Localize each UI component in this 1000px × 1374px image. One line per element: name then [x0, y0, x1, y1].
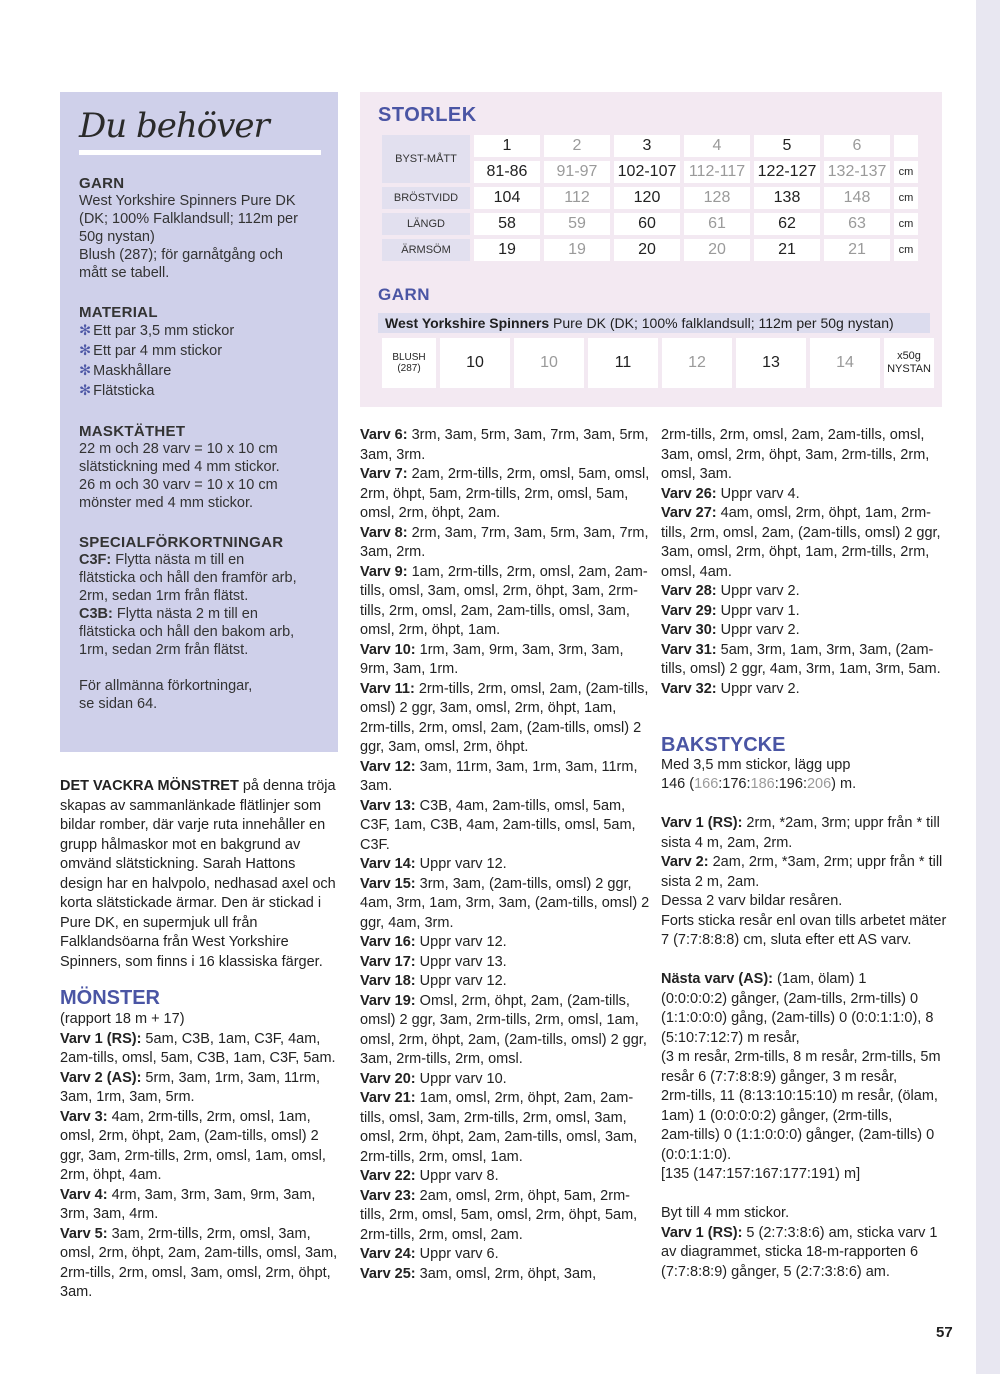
pattern-row: Varv 4: 4rm, 3am, 3rm, 3am, 9rm, 3am, 3rm, 3am, 4rm. [60, 1186, 316, 1222]
snowflake-icon: ✻ [79, 383, 92, 399]
c3f-line: flätsticka och håll den framför arb, [79, 570, 297, 586]
pattern-row: Varv 17: Uppr varv 13. [360, 953, 507, 970]
pattern-row: Varv 7: 2am, 2rm-tills, 2rm, omsl, 5am, omsl, 2rm, öhpt, 5am, 2rm-tills, 2rm, omsl, 5am, omsl, 2rm, öhpt, 2am. [360, 466, 650, 521]
gauge-line: 22 m och 28 varv = 10 x 10 cm [79, 441, 278, 457]
material-item: ✻ Ett par 4 mm stickor [79, 343, 223, 359]
material-heading: MATERIAL [79, 304, 158, 321]
pattern-row: Varv 15: 3rm, 3am, (2am-tills, omsl) 2 ggr, 4am, 3rm, 1am, 3rm, 3am, (2am-tills, omsl) 2 ggr, 4am, 3rm. [360, 875, 650, 931]
pattern-row: Varv 12: 3am, 11rm, 3am, 1rm, 3am, 11rm, 3am. [360, 758, 638, 794]
gauge-line: 26 m och 30 varv = 10 x 10 cm [79, 477, 278, 493]
pattern-row: Varv 25: 3am, omsl, 2rm, öhpt, 3am, [360, 1265, 597, 1282]
pattern-row: Varv 5: 3am, 2rm-tills, 2rm, omsl, 3am, omsl, 2rm, öhpt, 2am, 2am-tills, omsl, 3am, 2rm-tills, 2rm, omsl, 3am, omsl, 2rm, öhpt, 3am. [60, 1225, 338, 1300]
yarn-color-label: BLUSH (287) [382, 338, 436, 388]
snowflake-icon: ✻ [79, 343, 92, 359]
pattern-row: Varv 20: Uppr varv 10. [360, 1070, 507, 1087]
pattern-row: Varv 24: Uppr varv 6. [360, 1246, 499, 1262]
pattern-row: Varv 30: Uppr varv 2. [661, 622, 800, 638]
pattern-row: Varv 22: Uppr varv 8. [360, 1168, 499, 1184]
materials-panel [60, 92, 338, 752]
row-label: BYST-MÅTT [382, 135, 470, 183]
pattern-row: Varv 8: 2rm, 3am, 7rm, 3am, 5rm, 3am, 7rm, 3am, 2rm. [360, 524, 649, 560]
pattern-row: Varv 23: 2am, omsl, 2rm, öhpt, 5am, 2rm-tills, 2rm, omsl, 5am, omsl, 2rm, öhpt, 5am, 2rm-tills, 2rm, omsl, 2am. [360, 1187, 638, 1243]
pattern-row: Varv 18: Uppr varv 12. [360, 973, 507, 989]
monster-section [60, 987, 342, 1303]
garn-line: West Yorkshire Spinners Pure DK [79, 193, 296, 209]
row-label: LÄNGD [382, 213, 470, 235]
snowflake-icon: ✻ [79, 323, 92, 339]
c3f-line: 2rm, sedan 1rm från flätst. [79, 588, 249, 604]
garn-table-heading: GARN [378, 285, 431, 304]
pattern-row: Varv 19: Omsl, 2rm, öhpt, 2am, (2am-tills, omsl) 2 ggr, 3am, 2rm-tills, 2rm, omsl, 1am, omsl, 2rm, öhpt, 2am, (2am-tills, omsl) 2 ggr, 3am, 2rm-tills, 2rm, omsl. [360, 992, 647, 1067]
gauge-line: mönster med 4 mm stickor. [79, 495, 254, 511]
general-note: se sidan 64. [79, 696, 158, 712]
garn-line: Blush (287); för garnåtgång och [79, 247, 283, 263]
row-label: BRÖSTVIDD [382, 187, 470, 209]
masktathet-heading: MASKTÄTHET [79, 423, 186, 440]
pattern-row: 2rm-tills, 2rm, omsl, 2am, 2am-tills, omsl, 3am, omsl, 2rm, öhpt, 3am, 2rm-tills, 2rm, omsl, 3am. [661, 427, 930, 482]
pattern-rows-col2 [360, 426, 650, 1284]
c3b-line: C3B: Flytta nästa 2 m till en [79, 606, 258, 622]
pattern-row: Varv 32: Uppr varv 2. [661, 680, 800, 697]
pattern-row: Varv 27: 4am, omsl, 2rm, öhpt, 1am, 2rm-tills, 2rm, omsl, 2am, (2am-tills, omsl) 2 ggr, 3am, omsl, 2rm, öhpt, 1am, 2rm-tills, 2rm, omsl, 4am. [661, 505, 941, 580]
gauge-line: slätstickning med 4 mm stickor. [79, 459, 280, 475]
row-label: ÄRMSÖM [382, 239, 470, 261]
pattern-row: Varv 2 (AS): 5rm, 3am, 1rm, 3am, 11rm, 3am, 1rm, 3am, 5rm. [60, 1069, 321, 1105]
general-note: För allmänna förkortningar, [79, 678, 253, 694]
monster-sub: (rapport 18 m + 17) [60, 1011, 185, 1027]
pattern-row: Varv 9: 1am, 2rm-tills, 2rm, omsl, 2am, 2am-tills, omsl, 3am, omsl, 2rm, öhpt, 3am, 2rm-tills, 2rm, omsl, 2am, 2am-tills, omsl, 3am, omsl, 2rm, öhpt, 1am. [360, 563, 648, 638]
c3b-line: flätsticka och håll den bakom arb, [79, 624, 295, 640]
garn-line: (DK; 100% Falklandsull; 112m per [79, 211, 298, 227]
yarn-description: West Yorkshire Spinners Pure DK (DK; 100% falklandsull; 112m per 50g nystan) [378, 313, 930, 333]
monster-heading: MÖNSTER [60, 987, 160, 1009]
yarn-amount-table: BLUSH (287) 10 10 11 12 13 14 x50g NYSTAN [378, 334, 938, 392]
c3b-line: 1rm, sedan 2rm från flätst. [79, 642, 249, 658]
material-item: ✻ Ett par 3,5 mm stickor [79, 323, 235, 339]
garn-line: 50g nystan) [79, 229, 155, 245]
bakstycke-section: BAKSTYCKE Med 3,5 mm stickor, lägg upp 146 (166:176:186:196:206) m. Varv 1 (RS): 2rm, *2am, 3rm; uppr från * till sista 4 m, 2am, 2rm. Varv 2: 2am, 2rm, *3am, 2rm; uppr från * till sista 2 m, 2am. Dessa 2 varv bildar resåren. Forts sticka resår enl ovan tills arbetet mäter 7 (7:7:8:8:8) cm, sluta efter ett AS varv. Nästa varv (AS): (1am, ölam) 1 (0:0:0:0:2) gånger, (2am-tills, 2rm-tills) 0 (1:1:0:0:0) gång, (2am-tills) 0 (0:0:1:1:0), 8 (5:10:7:12:7) m resår, (3 m resår, 2rm-tills, 8 m resår, 2rm-tills, 5m resår 6 (7:7:8:8:9) gånger, 3 m resår, 2rm-tills, 11 (8:13:10:15:10) m resår, (ölam, 1am) 1 (0:0:0:0:2) gånger, (2rm-tills, 2am-tills) 0 (1:1:0:0:0) gånger, (2am-tills) 0 (0:0:1:1:0). [135 (147:157:167:177:191) m] Byt till 4 mm stickor. Varv 1 (RS): 5 (2:7:3:8:6) am, sticka varv 1 av diagrammet, sticka 18-m-rapporten 6 (7:7:8:8:9) gånger, 5 (2:7:3:8:6) am. [661, 736, 951, 1282]
material-list [79, 321, 320, 401]
size-table: BYST-MÅTT 1 2 3 4 5 6 81-86 91-97 102-107 112-117 122-127 132-137 cm BRÖSTVIDD 104 112 120 128 138 148 cm LÄNGD 58 59 60 61 62 63 cm ÄRMSÖM 19 19 20 20 21 21 cm [378, 131, 922, 265]
material-item: ✻ Flätsticka [79, 383, 155, 399]
material-item: ✻ Maskhållare [79, 363, 172, 379]
special-heading: SPECIALFÖRKORTNINGAR [79, 534, 284, 551]
pattern-row: Varv 21: 1am, omsl, 2rm, öhpt, 2am, 2am-tills, omsl, 3am, 2rm-tills, 2rm, omsl, 3am, omsl, 2rm, öhpt, 2am, 2am-tills, omsl, 3am, 2rm-tills, 2rm, omsl, 1am. [360, 1090, 638, 1165]
page-number: 57 [936, 1324, 953, 1341]
pattern-row: Varv 11: 2rm-tills, 2rm, omsl, 2am, (2am-tills, omsl) 2 ggr, 3am, omsl, 2rm, öhpt, 1am, 2rm-tills, 2rm, omsl, 2am, (2am-tills, omsl) 2 ggr, 3am, omsl, 2rm, öhpt. [360, 680, 649, 755]
stitch-count-line: 146 (166:176:186:196:206) m. [661, 776, 857, 792]
intro-text: DET VACKRA MÖNSTRET på denna tröja skapas av sammanlänkade flätlinjer som bildar romber, där varje ruta innehåller en grupp hålmaskor mot en bakgrund av omvänd slätstickning. Sarah Hattons design har en halvpolo, nedhasad axel och korta slätstickade ärmar. Den är stickad i Pure DK, en supermjuk ull från Falklandsöarna från West Yorkshire Spinners, som finns i 16 klassiska färger. [60, 778, 336, 970]
bakstycke-heading: BAKSTYCKE [661, 734, 786, 756]
pattern-rows-col1 [60, 1010, 342, 1303]
c3f-line: C3F: Flytta nästa m till en [79, 552, 245, 568]
pattern-row: Varv 6: 3rm, 3am, 5rm, 3am, 7rm, 3am, 5rm, 3am, 3rm. [360, 427, 649, 463]
garn-heading: GARN [79, 175, 125, 192]
pattern-row: Varv 1 (RS): 5am, C3B, 1am, C3F, 4am, 2am-tills, omsl, 5am, C3B, 1am, C3F, 5am. [60, 1030, 336, 1066]
yarn-unit: x50g NYSTAN [884, 338, 934, 388]
panel-title: Du behöver [79, 106, 269, 146]
intro-lead: DET VACKRA MÖNSTRET [60, 778, 239, 794]
snowflake-icon: ✻ [79, 363, 92, 379]
storlek-heading: STORLEK [378, 104, 477, 126]
pattern-row: Varv 13: C3B, 4am, 2am-tills, omsl, 5am, C3F, 1am, C3B, 4am, 2am-tills, omsl, 5am, C3F. [360, 797, 636, 853]
pattern-row: Varv 28: Uppr varv 2. [661, 583, 800, 599]
pattern-row: Varv 31: 5am, 3rm, 1am, 3rm, 3am, (2am-tills, omsl) 2 ggr, 4am, 3rm, 1am, 3rm, 5am. [661, 641, 941, 677]
pattern-row: Varv 26: Uppr varv 4. [661, 485, 800, 502]
garn-line: mått se tabell. [79, 265, 170, 281]
pattern-row: Varv 14: Uppr varv 12. [360, 856, 507, 872]
pattern-row: Varv 16: Uppr varv 12. [360, 934, 507, 950]
panel-rule [79, 150, 321, 155]
pattern-row: Varv 29: Uppr varv 1. [661, 602, 800, 619]
page-edge-stripe [976, 0, 1000, 1374]
pattern-row: Varv 10: 1rm, 3am, 9rm, 3am, 3rm, 3am, 9rm, 3am, 1rm. [360, 641, 624, 677]
pattern-rows-col3 [661, 426, 951, 699]
pattern-row: Varv 3: 4am, 2rm-tills, 2rm, omsl, 1am, omsl, 2rm, öhpt, 2am, (2am-tills, omsl) 2 ggr, 3am, 2rm-tills, 2rm, omsl, 1am, omsl, 2rm, öhpt, 4am. [60, 1108, 326, 1183]
